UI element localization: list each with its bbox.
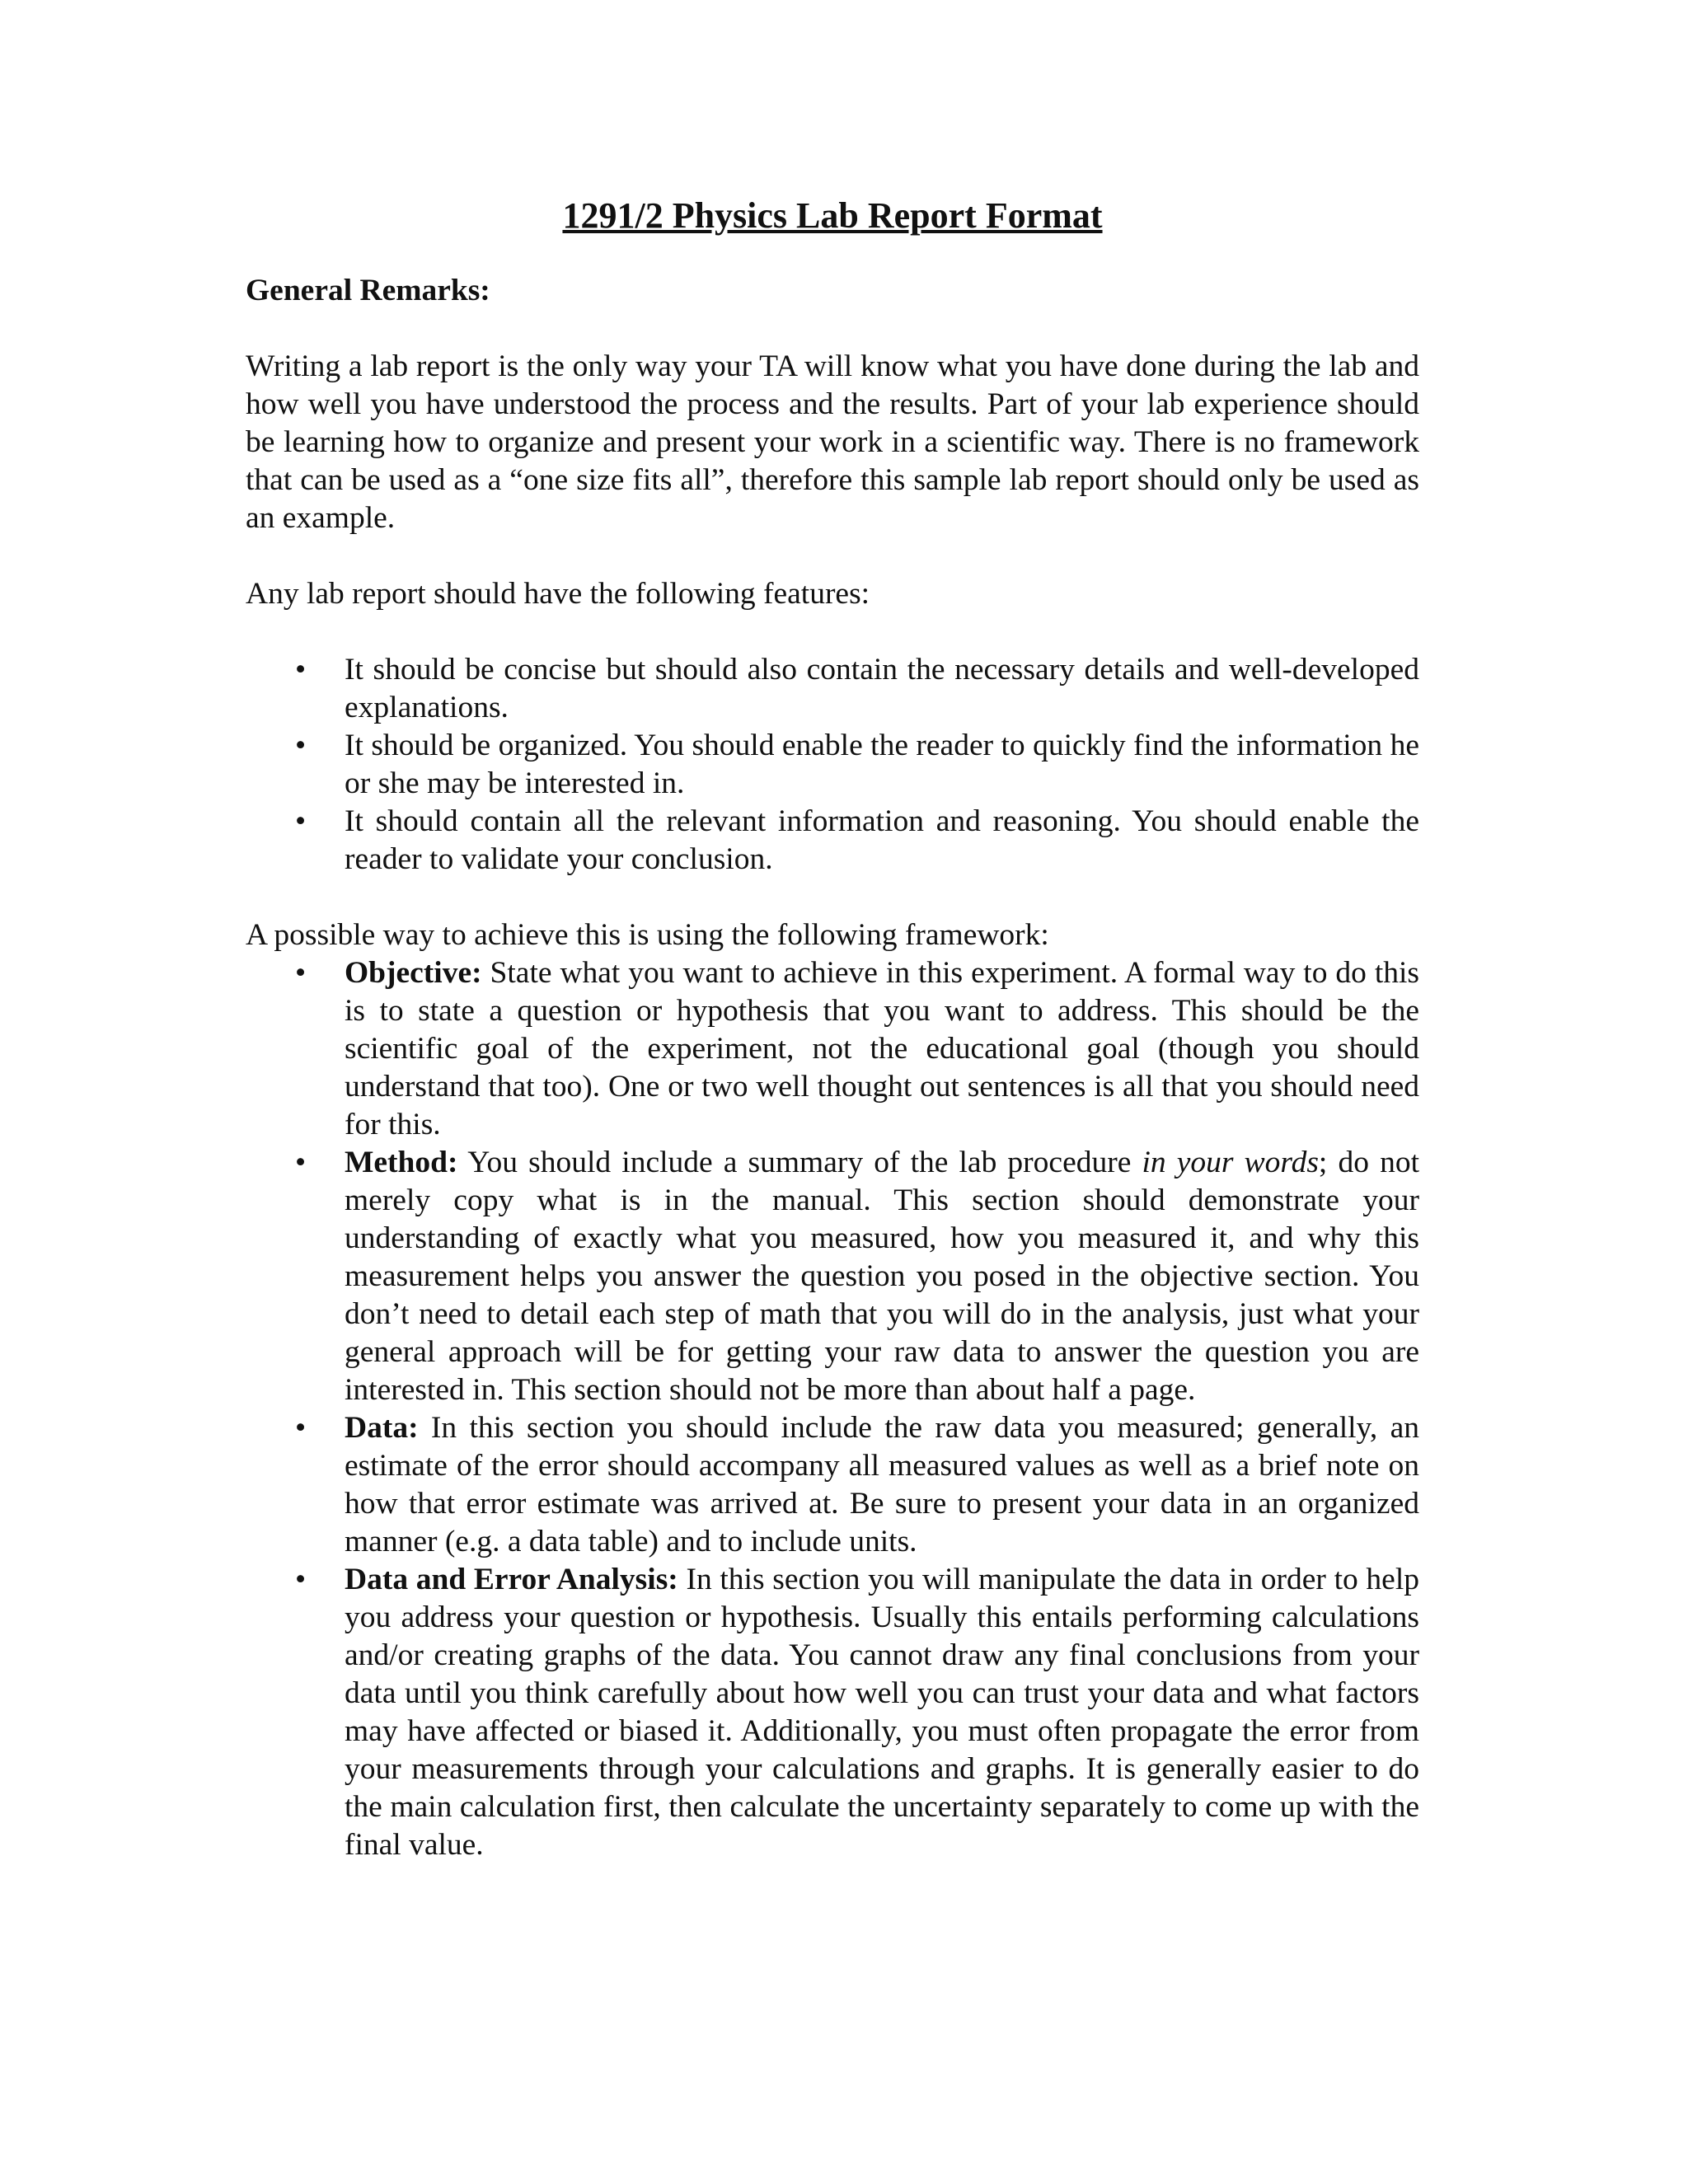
framework-term: Data and Error Analysis: xyxy=(345,1563,678,1596)
framework-text: State what you want to achieve in this experiment. A formal way to do this is to state a question or hypothesis that you want to address. This should be the scientific goal of the experiment, not the educational goal (though you should understand that too). One or two well thought out sentences is all that you should need for this. xyxy=(345,956,1419,1141)
feature-text: It should contain all the relevant information and reasoning. You should enable the reader to validate your conclusion. xyxy=(345,804,1419,876)
feature-text: It should be concise but should also contain the necessary details and well-developed explanations. xyxy=(345,653,1419,724)
list-item xyxy=(246,651,1419,727)
framework-text: ; do not merely copy what is in the manual. This section should demonstrate your understanding of exactly what you measured, how you measured it, and why this measurement helps you answer the question you posed in the objective section. You don’t need to detail each step of math that you will do in the analysis, just what your general approach will be for getting your raw data to answer the question you are interested in. This section should not be more than about half a page. xyxy=(345,1146,1419,1407)
page-title: 1291/2 Physics Lab Report Format xyxy=(562,195,1103,236)
general-remarks-heading: General Remarks: xyxy=(246,274,490,307)
feature-text: It should be organized. You should enable the reader to quickly find the information he or she may be interested in. xyxy=(345,729,1419,800)
intro-paragraph: Writing a lab report is the only way your TA will know what you have done during the lab and how well you have understood the process and the results. Part of your lab experience should be learning how to organize and present your work in a scientific way. There is no framework that can be used as a “one size fits all”, therefore this sample lab report should only be used as an example. xyxy=(246,349,1419,535)
bullet-icon: • xyxy=(295,1146,307,1179)
framework-item-data-error-analysis xyxy=(246,1561,1419,1864)
framework-term: Method: xyxy=(345,1146,458,1179)
framework-list xyxy=(246,954,1419,1864)
framework-item-method xyxy=(246,1144,1419,1409)
framework-text: In this section you will manipulate the data in order to help you address your question or hypothesis. Usually this entails performing calculations and/or creating graphs of the data. You cannot draw any final conclusions from your data until you think carefully about how well you can trust your data and what factors may have affected or biased it. Additionally, you must often propagate the error from your measurements through your calculations and graphs. It is generally easier to do the main calculation first, then calculate the uncertainty separately to come up with the final value. xyxy=(345,1563,1419,1862)
bullet-icon: • xyxy=(295,1411,307,1445)
framework-text: You should include a summary of the lab procedure xyxy=(457,1146,1142,1179)
features-list xyxy=(246,651,1419,879)
bullet-icon: • xyxy=(295,653,307,687)
document-page xyxy=(246,194,1419,1864)
bullet-icon: • xyxy=(295,1563,307,1596)
list-item xyxy=(246,803,1419,879)
framework-text: In this section you should include the raw data you measured; generally, an estimate of the error should accompany all measured values as well as a brief note on how that error estimate was arrived at. Be sure to present your data in an organized manner (e.g. a data table) and to include units. xyxy=(345,1411,1419,1558)
framework-emphasis: in your words xyxy=(1142,1146,1319,1179)
framework-term: Data: xyxy=(345,1411,419,1445)
list-item xyxy=(246,727,1419,803)
bullet-icon: • xyxy=(295,804,307,838)
bullet-icon: • xyxy=(295,956,307,990)
framework-item-data xyxy=(246,1409,1419,1561)
framework-term: Objective: xyxy=(345,956,482,990)
framework-item-objective xyxy=(246,954,1419,1144)
bullet-icon: • xyxy=(295,729,307,762)
features-intro: Any lab report should have the following features: xyxy=(246,577,870,611)
framework-intro: A possible way to achieve this is using the following framework: xyxy=(246,918,1049,952)
